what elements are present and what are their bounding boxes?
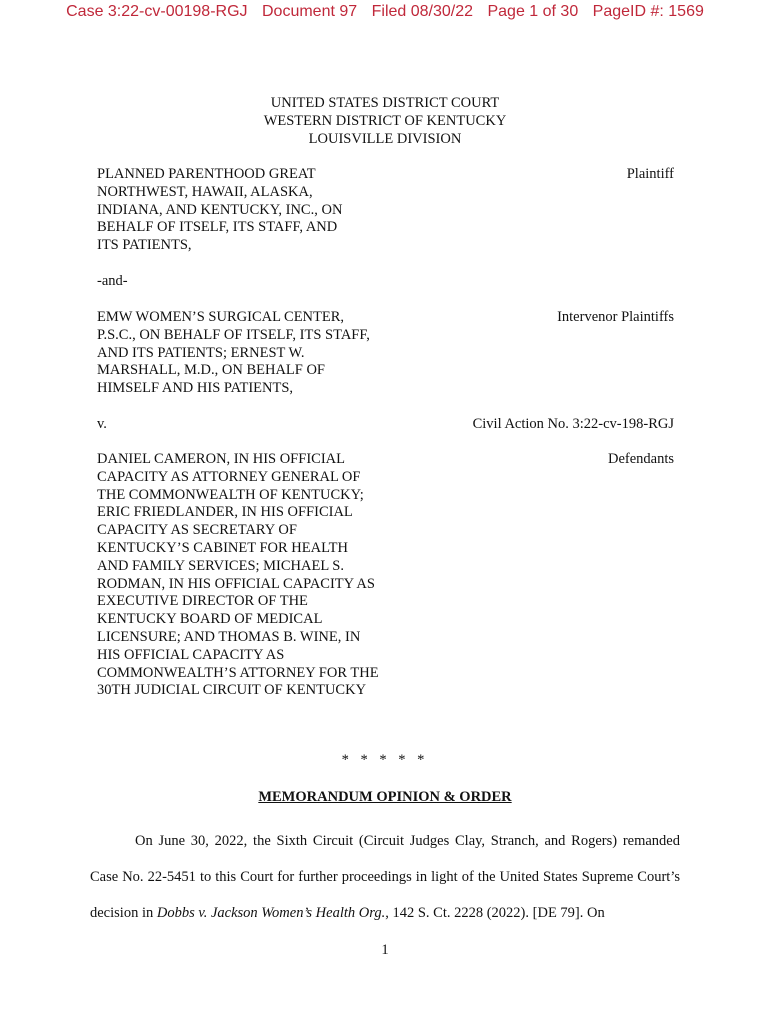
paragraph-text-continued: , 142 S. Ct. 2228 (2022). [DE 79]. On	[385, 905, 605, 921]
page-count: Page 1 of 30	[487, 3, 579, 20]
court-district: WESTERN DISTRICT OF KENTUCKY	[263, 113, 507, 129]
court-name: UNITED STATES DISTRICT COURT	[270, 95, 500, 111]
defendant-role: Defendants	[607, 451, 674, 467]
opinion-body	[90, 823, 680, 931]
case-header	[0, 3, 770, 21]
court-division: LOUISVILLE DIVISION	[308, 131, 462, 147]
intervenor-role: Intervenor Plaintiffs	[557, 309, 674, 325]
section-separator: * * * * *	[341, 752, 429, 768]
filed-date: Filed 08/30/22	[371, 3, 474, 20]
document-number: Document 97	[261, 3, 358, 20]
defendant-names: DANIEL CAMERON, IN HIS OFFICIAL CAPACITY AS ATTORNEY GENERAL OF THE COMMONWEALTH OF KENTUCKY; ERIC FRIEDLANDER, IN HIS OFFICIAL CAPACITY AS SECRETARY OF KENTUCKY’S CABINET FOR HEALTH AND FAMILY SERVICES; MICHAEL S. RODMAN, IN HIS OFFICIAL CAPACITY AS EXECUTIVE DIRECTOR OF THE KENTUCKY BOARD OF MEDICAL LICENSURE; AND THOMAS B. WINE, IN HIS OFFICIAL CAPACITY AS COMMONWEALTH’S ATTORNEY FOR THE 30TH JUDICIAL CIRCUIT OF KENTUCKY	[97, 451, 379, 699]
plaintiff-role: Plaintiff	[626, 166, 674, 182]
case-number: Case 3:22-cv-00198-RGJ	[66, 3, 248, 20]
case-citation: Dobbs v. Jackson Women’s Health Org.	[156, 905, 386, 921]
civil-action-number: Civil Action No. 3:22-cv-198-RGJ	[472, 416, 674, 432]
intervenor-names: EMW WOMEN’S SURGICAL CENTER, P.S.C., ON BEHALF OF ITSELF, ITS STAFF, AND ITS PATIENTS; ERNEST W. MARSHALL, M.D., ON BEHALF OF HIMSELF AND HIS PATIENTS,	[97, 309, 370, 397]
court-caption	[0, 94, 770, 148]
versus: v.	[97, 416, 107, 432]
page-id: PageID #: 1569	[592, 3, 704, 20]
paragraph-text: On June 30, 2022, the Sixth Circuit (Circuit Judges Clay, Stranch, and Rogers) remanded Case No. 22-5451 to this Court for further proceedings in light of the United States Supreme Court’s decision in	[90, 833, 680, 921]
opinion-paragraph	[90, 823, 680, 931]
page-number: 1	[381, 942, 389, 958]
document-title: MEMORANDUM OPINION & ORDER	[258, 789, 512, 805]
plaintiff-name: PLANNED PARENTHOOD GREAT NORTHWEST, HAWAII, ALASKA, INDIANA, AND KENTUCKY, INC., ON BEHALF OF ITSELF, ITS STAFF, AND ITS PATIENTS,	[97, 166, 343, 254]
and-separator: -and-	[97, 273, 128, 289]
